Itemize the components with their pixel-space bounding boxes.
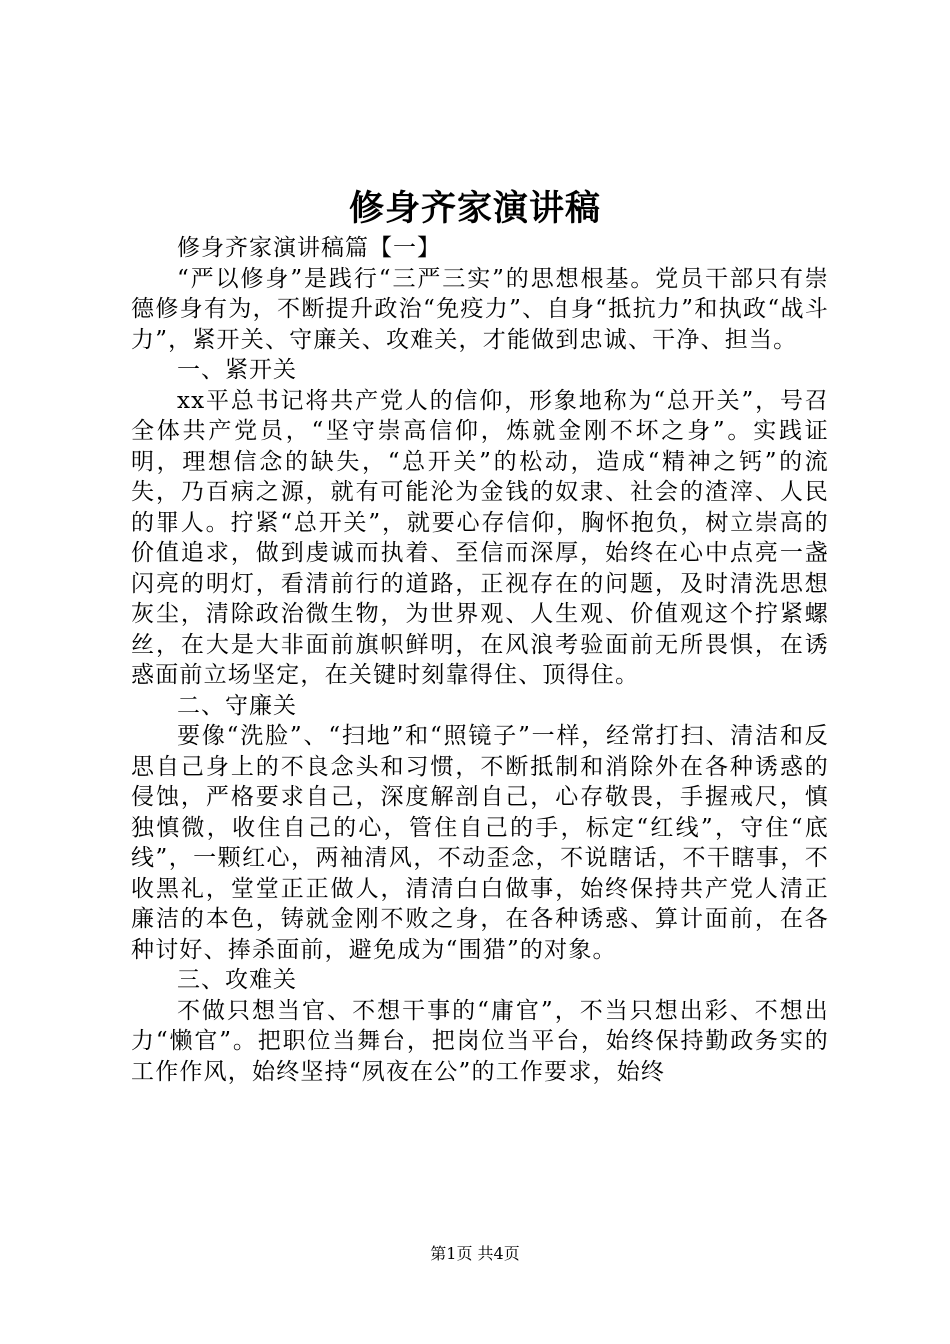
page-footer: 第1页 共4页	[430, 1244, 520, 1263]
section-heading-2: 二、守廉关	[177, 692, 297, 719]
paragraph-section-1: xx平总书记将共产党人的信仰，形象地称为“总开关”，号召全体共产党员，“坚守崇高信仰，炼就金刚不坏之身”。实践证明，理想信念的缺失，“总开关”的松动，造成“精神之钙”的流失，乃百病之源，就有可能沦为金钱的奴隶、社会的渣滓、人民的罪人。拧紧“总开关”，就要心存信仰，胸怀抱负，树立崇高的价值追求，做到虔诚而执着、至信而深厚，始终在心中点亮一盏闪亮的明灯，看清前行的道路，正视存在的问题，及时清洗思想灰尘，清除政治微生物，为世界观、人生观、价值观这个拧紧螺丝，在大是大非面前旗帜鲜明，在风浪考验面前无所畏惧，在诱惑面前立场坚定，在关键时刻靠得住、顶得住。	[131, 387, 829, 688]
section-heading-1: 一、紧开关	[177, 357, 297, 383]
intro-paragraph: “严以修身”是践行“三严三实”的思想根基。党员干部只有崇德修身有为，不断提升政治“免疫力”、自身“抵抗力”和执政“战斗力”，紧开关、守廉关、攻难关，才能做到忠诚、干净、担当。	[131, 265, 829, 353]
paragraph-section-2: 要像“洗脸”、“扫地”和“照镜子”一样，经常打扫、清洁和反思自己身上的不良念头和习惯，不断抵制和消除外在各种诱惑的侵蚀，严格要求自己，深度解剖自己，心存敬畏，手握戒尺，慎独慎微，收住自己的心，管住自己的手，标定“红线”，守住“底线”，一颗红心，两袖清风，不动歪念，不说瞎话，不干瞎事，不收黑礼，堂堂正正做人，清清白白做事，始终保持共产党人清正廉洁的本色，铸就金刚不败之身，在各种诱惑、算计面前，在各种讨好、捧杀面前，避免成为“围猎”的对象。	[131, 723, 829, 963]
document-title: 修身齐家演讲稿	[348, 188, 601, 229]
section-heading-3: 三、攻难关	[177, 967, 297, 993]
document-body	[131, 233, 829, 1087]
paragraph-section-3: 不做只想当官、不想干事的“庸官”，不当只想出彩、不想出力“懒官”。把职位当舞台，把岗位当平台，始终保持勤政务实的工作作风，始终坚持“夙夜在公”的工作要求，始终	[131, 997, 829, 1085]
section-subtitle: 修身齐家演讲稿篇【一】	[177, 235, 441, 261]
